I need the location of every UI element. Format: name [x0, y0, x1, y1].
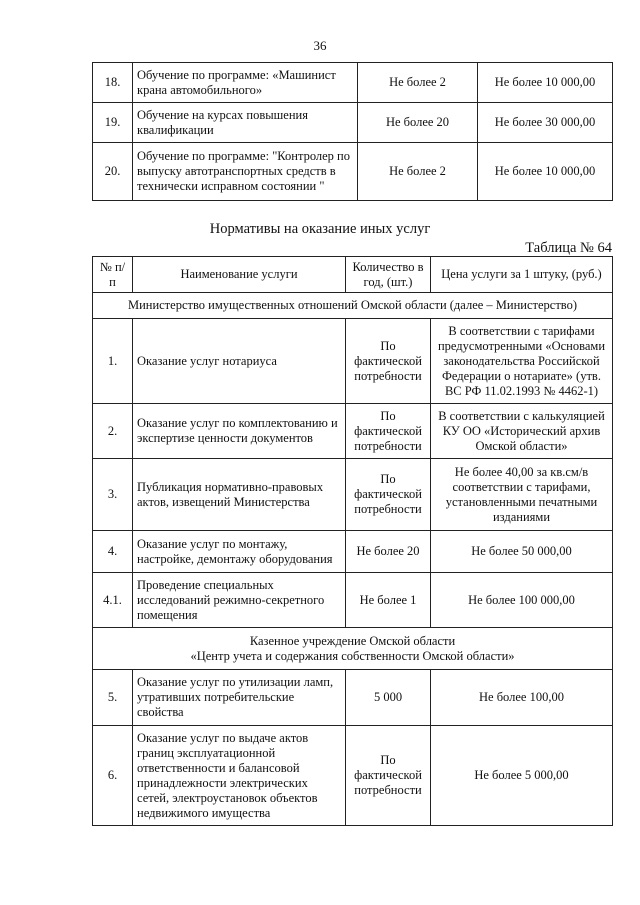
row-number: 4. [93, 531, 133, 573]
table-row [93, 143, 613, 201]
row-number: 5. [93, 670, 133, 726]
services-table [92, 256, 613, 826]
row-number: 20. [93, 143, 133, 201]
service-name: Обучение по программе: «Машинист крана автомобильного» [133, 63, 358, 103]
price: Не более 30 000,00 [478, 103, 613, 143]
table-label: Таблица № 64 [525, 240, 612, 256]
header-row [93, 257, 613, 293]
service-name: Оказание услуг по комплектованию и экспертизе ценности документов [133, 404, 346, 459]
table-row [93, 531, 613, 573]
service-name: Оказание услуг нотариуса [133, 319, 346, 404]
service-name: Проведение специальных исследований режимно-секретного помещения [133, 573, 346, 628]
quantity: По фактической потребности [346, 726, 431, 826]
service-name: Обучение на курсах повышения квалификации [133, 103, 358, 143]
row-number: 2. [93, 404, 133, 459]
row-number: 3. [93, 459, 133, 531]
table-row [93, 404, 613, 459]
quantity: Не более 20 [346, 531, 431, 573]
table-row [93, 103, 613, 143]
price: Не более 10 000,00 [478, 143, 613, 201]
table-row [93, 63, 613, 103]
row-number: 18. [93, 63, 133, 103]
group-title: Министерство имущественных отношений Омской области (далее – Министерство) [93, 293, 613, 319]
quantity: По фактической потребности [346, 319, 431, 404]
service-name: Оказание услуг по монтажу, настройке, демонтажу оборудования [133, 531, 346, 573]
service-name: Обучение по программе: "Контролер по выпуску автотранспортных средств в технически исправном состоянии " [133, 143, 358, 201]
header-num: № п/п [93, 257, 133, 293]
quantity: Не более 2 [358, 143, 478, 201]
price: Не более 40,00 за кв.см/в соответствии с тарифами, установленными печатными изданиями [431, 459, 613, 531]
price: Не более 50 000,00 [431, 531, 613, 573]
service-name: Оказание услуг по утилизации ламп, утративших потребительские свойства [133, 670, 346, 726]
table-row [93, 670, 613, 726]
table-row [93, 319, 613, 404]
table-row [93, 573, 613, 628]
group-title-line2: «Центр учета и содержания собственности Омской области» [190, 648, 515, 663]
service-name: Оказание услуг по выдаче актов границ эксплуатационной ответственности и балансовой принадлежности электрических сетей, электроустановок объектов недвижимого имущества [133, 726, 346, 826]
group-row [93, 293, 613, 319]
quantity: 5 000 [346, 670, 431, 726]
price: Не более 100,00 [431, 670, 613, 726]
price: В соответствии с тарифами предусмотренными «Основами законодательства Российской Федерации о нотариате» (утв. ВС РФ 11.02.1993 № 4462-1) [431, 319, 613, 404]
header-name: Наименование услуги [133, 257, 346, 293]
header-qty: Количество в год, (шт.) [346, 257, 431, 293]
quantity: Не более 1 [346, 573, 431, 628]
section-title: Нормативы на оказание иных услуг [209, 221, 431, 237]
group-title [93, 628, 613, 670]
quantity: По фактической потребности [346, 404, 431, 459]
quantity: Не более 20 [358, 103, 478, 143]
price: Не более 10 000,00 [478, 63, 613, 103]
group-title-line1: Казенное учреждение Омской области [249, 633, 456, 648]
table-row [93, 459, 613, 531]
top-table [92, 62, 613, 201]
header-price: Цена услуги за 1 штуку, (руб.) [431, 257, 613, 293]
row-number: 1. [93, 319, 133, 404]
service-name: Публикация нормативно-правовых актов, извещений Министерства [133, 459, 346, 531]
group-row [93, 628, 613, 670]
quantity: По фактической потребности [346, 459, 431, 531]
page-number: 36 [313, 38, 327, 53]
price: В соответствии с калькуляцией КУ ОО «Исторический архив Омской области» [431, 404, 613, 459]
table-row [93, 726, 613, 826]
quantity: Не более 2 [358, 63, 478, 103]
row-number: 6. [93, 726, 133, 826]
row-number: 4.1. [93, 573, 133, 628]
price: Не более 100 000,00 [431, 573, 613, 628]
price: Не более 5 000,00 [431, 726, 613, 826]
row-number: 19. [93, 103, 133, 143]
